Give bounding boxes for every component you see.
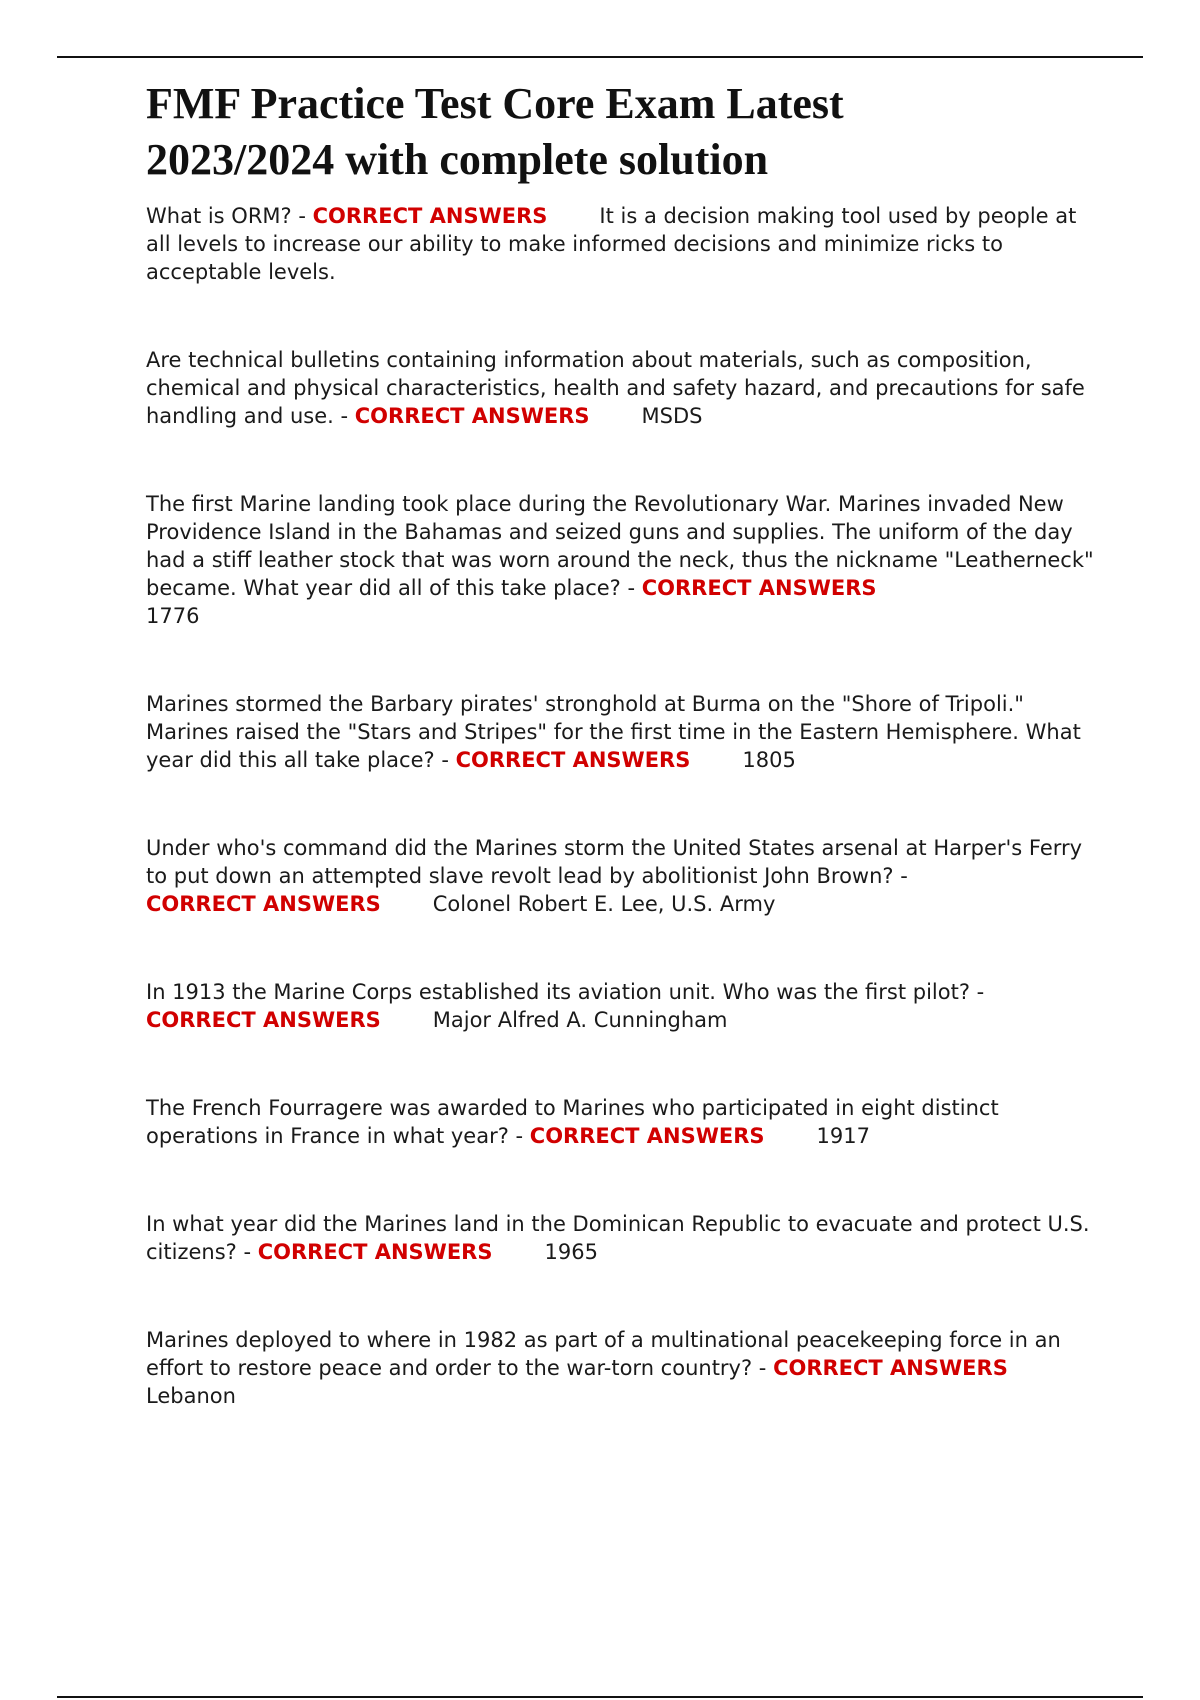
- correct-answers-marker: CORRECT ANSWERS: [455, 748, 691, 772]
- correct-answers-marker: CORRECT ANSWERS: [146, 1008, 381, 1032]
- answer-text: 1805: [742, 748, 796, 772]
- correct-answers-marker: CORRECT ANSWERS: [312, 204, 548, 228]
- qa-item-5: [146, 834, 1096, 918]
- question-text: Marines deployed to where in 1982 as part of a multinational peacekeeping force in an effort to restore peace and order to the war-torn country? -: [146, 1328, 1061, 1380]
- answer-text: Colonel Robert E. Lee, U.S. Army: [432, 892, 776, 916]
- bottom-rule: [57, 1696, 1143, 1698]
- question-text: In 1913 the Marine Corps established its aviation unit. Who was the first pilot? -: [146, 980, 985, 1004]
- qa-item-7: [146, 1094, 1096, 1150]
- question-text: The French Fourragere was awarded to Marines who participated in eight distinct operations in France in what year? -: [146, 1096, 999, 1148]
- answer-text: 1776: [146, 604, 200, 628]
- answer-text: It is a decision making tool used by people at all levels to increase our ability to make informed decisions and minimize ricks to acceptable levels.: [146, 204, 1077, 284]
- qa-item-2: [146, 346, 1096, 430]
- qa-item-3: [146, 490, 1096, 630]
- question-text: Under who's command did the Marines storm the United States arsenal at Harper's Ferry to put down an attempted slave revolt lead by abolitionist John Brown? -: [146, 836, 1083, 888]
- title-line-2: 2023/2024 with complete solution: [146, 135, 769, 184]
- answer-text: 1917: [816, 1124, 870, 1148]
- correct-answers-marker: CORRECT ANSWERS: [257, 1240, 493, 1264]
- qa-item-4: [146, 690, 1096, 774]
- question-text: The first Marine landing took place during the Revolutionary War. Marines invaded New Providence Island in the Bahamas and seized guns and supplies. The uniform of the day had a stiff leather stock that was worn around the neck, thus the nickname "Leatherneck" became. What year did all of this take place? -: [146, 492, 1094, 600]
- question-text: Marines stormed the Barbary pirates' stronghold at Burma on the "Shore of Tripoli." Marines raised the "Stars and Stripes" for the first time in the Eastern Hemisphere. What year did this all take place? -: [146, 692, 1081, 772]
- title-line-1: FMF Practice Test Core Exam Latest: [146, 79, 844, 128]
- qa-item-1: [146, 202, 1096, 286]
- question-text: What is ORM? -: [146, 204, 313, 228]
- document-title: [146, 76, 1096, 188]
- qa-item-9: [146, 1326, 1096, 1410]
- document-body: [146, 76, 1096, 1410]
- top-rule: [57, 56, 1143, 58]
- answer-text: Lebanon: [146, 1384, 236, 1408]
- correct-answers-marker: CORRECT ANSWERS: [354, 404, 590, 428]
- correct-answers-marker: CORRECT ANSWERS: [529, 1124, 765, 1148]
- question-text: Are technical bulletins containing information about materials, such as composition, chemical and physical characteristics, health and safety hazard, and precautions for safe handling and use. -: [146, 348, 1085, 428]
- correct-answers-marker: CORRECT ANSWERS: [641, 576, 877, 600]
- correct-answers-marker: CORRECT ANSWERS: [773, 1356, 1008, 1380]
- qa-item-6: [146, 978, 1096, 1034]
- answer-text: MSDS: [641, 404, 703, 428]
- correct-answers-marker: CORRECT ANSWERS: [146, 892, 381, 916]
- answer-text: Major Alfred A. Cunningham: [432, 1008, 728, 1032]
- qa-item-8: [146, 1210, 1096, 1266]
- question-text: In what year did the Marines land in the Dominican Republic to evacuate and protect U.S. citizens? -: [146, 1212, 1090, 1264]
- answer-text: 1965: [544, 1240, 598, 1264]
